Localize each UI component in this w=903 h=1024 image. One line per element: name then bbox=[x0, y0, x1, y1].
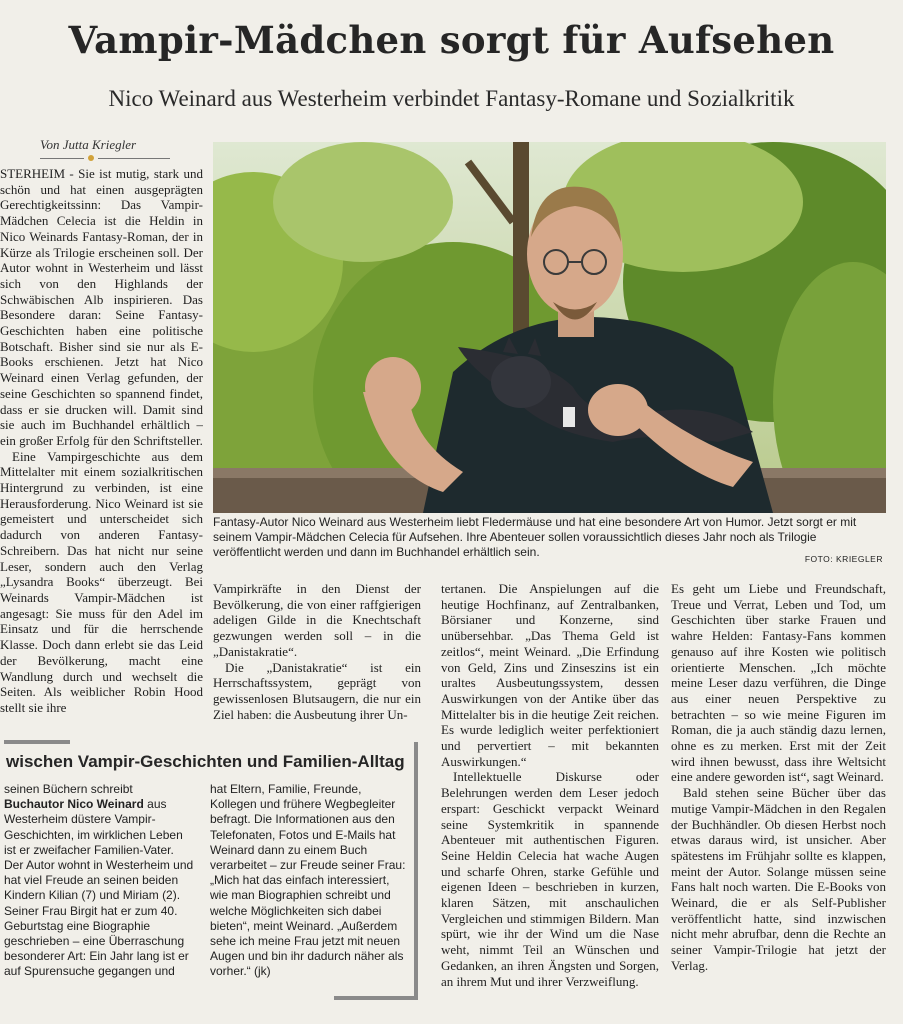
paragraph: Vampirkräfte in den Dienst der Bevölkerung, die von einer raffgierigen adeligen Gilde in die Knechtschaft gezwungen werden soll – in die „Danistakratie“. bbox=[213, 581, 421, 659]
paragraph: STERHEIM - Sie ist mutig, stark und schön und hat einen ausgeprägten Gerechtigkeitssinn: Das Vampir-Mädchen Celecia ist die Heldin in Nico Weinards Fantasy-Roman, der in Kürze als Trilogie erscheinen soll. Der Autor wohnt in Westerheim und lässt sich von den Highlands der Schwäbischen Alb inspirieren. Das Besondere daran: Seine Fantasy-Geschichten haben eine politische Botschaft. Bisher sind sie nur als E-Books erschienen. Jetzt hat Nico Weinard einen Verlag gefunden, der seine Geschichten so spannend findet, dass er sie drucken will. Damit sind sie auch im Buchhandel erhältlich – ein großer Erfolg für den Schriftsteller. bbox=[0, 166, 203, 448]
paragraph: Die „Danistakratie“ ist ein Herrschaftssystem, geprägt von gewissenlosen Blutsaugern, die nur ein Ziel haben: die Ausbeutung ihrer Un- bbox=[213, 659, 421, 722]
article-headline: Vampir-Mädchen sorgt für Aufsehen bbox=[68, 18, 835, 62]
paragraph: Bald stehen seine Bücher über das mutige Vampir-Mädchen in den Regalen der Buchhändler. Ob diesen Herbst noch etwas daraus wird, ist unsicher. Aber spätestens im Frühjahr sollte es klappen, meint der Autor. Solange müssen seine Fans halt noch warten. Die E-Books von Weinard, die er als Self-Publisher veröffentlicht hatte, sind inzwischen nicht mehr abrufbar, denn die Rechte an seiner Vampir-Trilogie hat jetzt der Verlag. bbox=[671, 785, 886, 973]
photo-credit: FOTO: KRIEGLER bbox=[804, 554, 883, 564]
byline-rule-right bbox=[98, 158, 170, 159]
article-subheadline: Nico Weinard aus Westerheim verbindet Fantasy-Romane und Sozialkritik bbox=[108, 86, 795, 111]
article-column-1 bbox=[0, 166, 203, 722]
article-column-4 bbox=[671, 581, 886, 1006]
article-byline: Von Jutta Kriegler bbox=[40, 137, 137, 152]
box-lead-text: seinen Büchern schreibt bbox=[4, 782, 133, 796]
paragraph: Intellektuelle Diskurse oder Belehrungen werden dem Leser jedoch erspart: Geschickt verpackt Weinard seine Systemkritik in spannende Abenteuer mit authentischen Figuren. Seine Heldin Celecia hat wache Augen und scharfe Ohren, starke Gefühle und eigenen Ideen – beschrieben in kurzen, klaren Sätzen, mit anschaulichen Vergleichen und stimmigen Bildern. Man spürt, wie ihr der Wind um die Nase weht, nimmt Teil an Wünschen und Gedanken, an ihren Ängsten und Sorgen, an ihrem Mut und ihrer Verzweiflung. bbox=[441, 769, 659, 989]
box-body-text: hat Eltern, Familie, Freunde, Kollegen und frühere Wegbegleiter befragt. Die Informationen aus den Telefonaten, Fotos und E-Mails hat Weinard dann zu einem Buch verarbeitet – zur Freude seiner Frau: „Mich hat das einfach interessiert, wie man Biographien schreibt und welche Möglichkeiten sich dabei bieten“, meint Weinard. „Außerdem sehe ich meine Frau jetzt mit neuen Augen und bin ihr dadurch näher als vorher.“ (jk) bbox=[210, 782, 406, 979]
paragraph: Es geht um Liebe und Freundschaft, Treue und Verrat, Leben und Tod, um Geschichten über starke Frauen und wahre Helden: Fantasy-Fans kommen genauso auf ihre Kosten wie politisch orientierte Menschen. „Ich möchte meine Leser dazu verführen, die Dinge aus einer neuen Perspektive zu betrachten – so wie meine Figuren im Roman, die ja auch ständig dazu lernen, ohne es zu merken. Erst mit der Zeit wird ihnen bewusst, dass ihre Weltsicht eine andere geworden ist“, sagt Weinard. bbox=[671, 581, 886, 785]
info-box-column-1 bbox=[4, 782, 196, 994]
byline-dot bbox=[88, 155, 94, 161]
article-column-3 bbox=[441, 581, 659, 1006]
byline-rule-left bbox=[40, 158, 84, 159]
info-box-title: wischen Vampir-Geschichten und Familien-Alltag bbox=[6, 752, 405, 771]
info-box-column-2 bbox=[210, 782, 408, 994]
box-bold-name: Buchautor Nico Weinard bbox=[4, 797, 148, 812]
photo-caption: Fantasy-Autor Nico Weinard aus Westerheim liebt Fledermäuse und hat eine besondere Art von Humor. Jetzt sorgt er mit seinem Vampir-Mädchen Celecia für Aufsehen. Ihre Abenteuer sollen voraussichtlich dieses Jahr noch als Trilogie veröffentlicht werden und dann im Buchhandel erhältlich sein. bbox=[213, 515, 857, 559]
paragraph: Eine Vampirgeschichte aus dem Mittelalter mit einem sozialkritischen Hintergrund zu verbinden, ist eine Herausforderung. Nico Weinard ist sie gemeistert und unterscheidet sich dadurch von anderen Fantasy-Schreibern. Das hat nicht nur seine Leser, sondern auch den Verlag „Lysandra Books“ überzeugt. Bei Weinards Vampir-Mädchen ist angesagt: Sie muss für den Adel im Einsatz und für die herrschende Klasse. Doch dann erlebt sie das Leid der Bevölkerung, macht eine Wandlung durch und wechselt die Seiten. Als weiblicher Robin Hood stellt sie ihre bbox=[0, 448, 203, 715]
box-body-text: aus Westerheim düstere Vampir-Geschichten, im wirklichen Leben ist er zweifacher Familien-Vater. Der Autor wohnt in Westerheim und hat viel Freude an seinen beiden Kindern Kilian (7) und Miriam (2). Seiner Frau Birgit hat er zum 40. Geburtstag eine Biographie geschrieben – eine Überraschung besonderer Art: Ein Jahr lang ist er auf Spurensuche gegangen und bbox=[4, 797, 194, 979]
article-column-2 bbox=[213, 581, 421, 723]
author-with-bat-photo bbox=[213, 142, 886, 513]
author-photo bbox=[213, 142, 886, 513]
paragraph: tertanen. Die Anspielungen auf die heutige Hochfinanz, auf Zentralbanken, Börsianer und Konzerne, sind unübersehbar. „Das Thema Geld ist zeitlos“, meint Weinard. „Die Erfindung von Geld, Zins und Zinseszins ist ein uraltes Ausbeutungssystem, dessen Auswirkungen von der Antike über das Mittelalter bis in die heutige Zeit reichen. Es wurde lediglich weiter perfektioniert und pervertiert – mit bekannten Auswirkungen.“ bbox=[441, 581, 659, 769]
